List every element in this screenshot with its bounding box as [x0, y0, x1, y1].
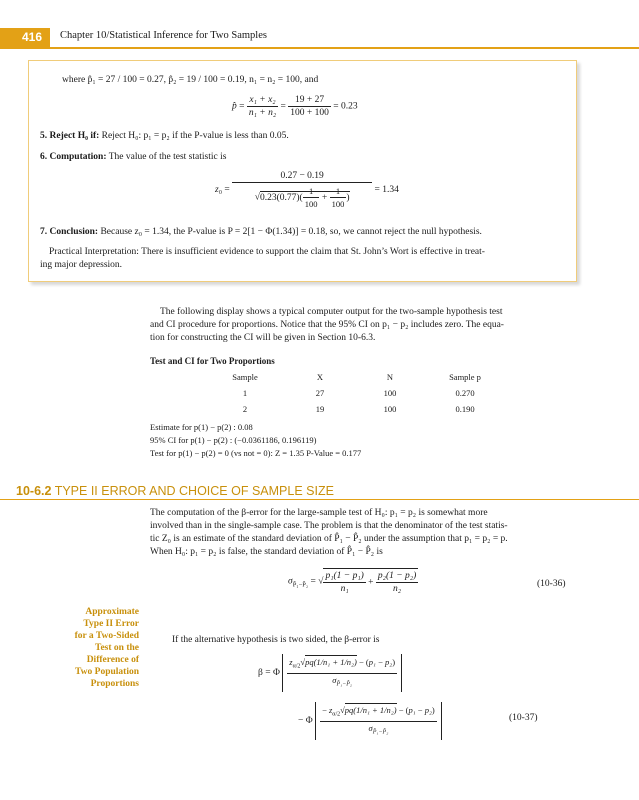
beta-equation-part-2: − Φ $\frac{- z_{\alpha/2}√pq(1/n_1 + 1/n_2) - (p_1 - p_2)}{\sigma_{P̂_1-P̂_2}}$ [298, 702, 442, 740]
pooled-estimate-equation: p̂ = $\frac{\text{x₁ + x₂}}{\text{n₁ + n₂}}$ = $\frac{19 + 27}{100 + 100}$ = 0.23 [232, 95, 358, 118]
table-cell: 100 [383, 388, 397, 398]
margin-line: for a Two-Sided [74, 631, 139, 641]
table-cell: 0.190 [455, 404, 475, 414]
step6-text: The value of the test statistic is [108, 152, 227, 162]
intro-line-3: tion for constructing the CI will be given in Section 10-6.3. [150, 333, 376, 343]
step-5 [40, 130, 289, 142]
eq-number-37: (10-37) [509, 713, 538, 723]
margin-line: Two Population [75, 667, 139, 677]
intro-line-2: and CI procedure for proportions. Notice that the 95% CI on p₁ − p₂ includes zero. The equa- [150, 320, 504, 330]
col-header: N [386, 372, 394, 382]
table-cell: 19 [315, 404, 325, 414]
z0-result: = 1.34 [374, 185, 399, 195]
practical-line-1: Practical Interpretation: There is insufficient evidence to support the claim that St. John’s Wort is effective in treat- [49, 247, 485, 257]
margin-line: Type II Error [83, 619, 139, 629]
col-header: X [316, 372, 324, 382]
body-line-4: When H₀: p₁ = p₂ is false, the standard deviation of P̂₁ − P̂₂ is [150, 547, 383, 557]
margin-line: Difference of [86, 655, 139, 665]
step-6 [40, 151, 226, 163]
col-header: Sample [232, 372, 258, 382]
margin-line: Approximate [85, 607, 139, 617]
minitab-ci: 95% CI for p(1) − p(2) : (−0.0361186, 0.196119) [150, 435, 317, 445]
minitab-title: Test and CI for Two Proportions [150, 356, 275, 366]
table-cell: 1 [242, 388, 248, 398]
step7-text: Because z₀ = 1.34, the P-value is P = 2[1 − Φ(1.34)] = 0.18, so, we cannot reject the null hypothesis. [100, 227, 482, 237]
step5-text: Reject H₀: p₁ = p₂ if the P-value is less than 0.05. [101, 131, 289, 141]
step-7 [40, 226, 482, 238]
intro-line-1: The following display shows a typical computer output for the two-sample hypothesis test [160, 307, 503, 317]
table-cell: 27 [315, 388, 325, 398]
step5-label: 5. Reject H₀ if: [40, 131, 100, 141]
running-head: Chapter 10/Statistical Inference for Two Samples [60, 30, 267, 41]
practical-line-2: ing major depression. [40, 260, 123, 270]
page-number: 416 [0, 28, 50, 47]
table-row [205, 385, 505, 401]
table-cell: 2 [242, 404, 248, 414]
table-row [205, 401, 505, 417]
table-cell: 100 [383, 404, 397, 414]
sigma-equation: $\sigma_{P̂_1-P̂_2}$ = √ $\frac{\text{p₁(1 − p₁)}}{\text{n₁}}$ + $\frac{\text{p₂(1 − p₂)}}{\text{n₂}}$ [288, 568, 418, 595]
table-header-row [205, 369, 505, 385]
section-title: TYPE II ERROR AND CHOICE OF SAMPLE SIZE [54, 484, 334, 498]
beta-equation-part-1: β = Φ $\frac{z_{\alpha/2}√pq(1/n_1 + 1/n_2) - (p_1 - p_2)}{\sigma_{P̂_1-P̂_2}}$ [258, 654, 402, 692]
minitab-estimate: Estimate for p(1) − p(2) : 0.08 [150, 422, 253, 432]
minitab-test: Test for p(1) − p(2) = 0 (vs not = 0): Z = 1.35 P-Value = 0.177 [150, 448, 362, 458]
step7-label: 7. Conclusion: [40, 227, 99, 237]
margin-line: Test on the [95, 643, 139, 653]
pooled-result: = 0.23 [333, 101, 358, 112]
eq-number-36: (10-36) [537, 579, 566, 589]
section-rule [0, 499, 639, 500]
margin-line: Proportions [90, 679, 139, 689]
body-line-3: tic Z₀ is an estimate of the standard deviation of P̂₁ − P̂₂ under the assumption that p₁ = p₂ = p. [150, 534, 508, 544]
table-cell: 0.270 [455, 388, 475, 398]
header-rule [0, 47, 639, 49]
body-line-1: The computation of the β-error for the large-sample test of H₀: p₁ = p₂ is somewhat more [150, 508, 488, 518]
section-number: 10-6.2 [16, 484, 52, 498]
minitab-table [205, 369, 505, 417]
z0-equation: z₀ = 0.27 − 0.19 √0.23(0.77)( $\frac{1}{100}$ + $\frac{1}{100}$ ) = 1.34 [215, 171, 399, 209]
where-line: where p̂₁ = 27 / 100 = 0.27, p̂₂ = 19 / 100 = 0.19, n₁ = n₂ = 100, and [62, 75, 319, 85]
margin-note [62, 606, 139, 690]
body-line-2: involved than in the single-sample case. The problem is that the denominator of the test statis- [150, 521, 508, 531]
col-header: Sample p [449, 372, 481, 382]
section-heading [16, 484, 334, 498]
alt-hypothesis-text: If the alternative hypothesis is two sided, the β-error is [172, 635, 380, 645]
step6-label: 6. Computation: [40, 152, 107, 162]
